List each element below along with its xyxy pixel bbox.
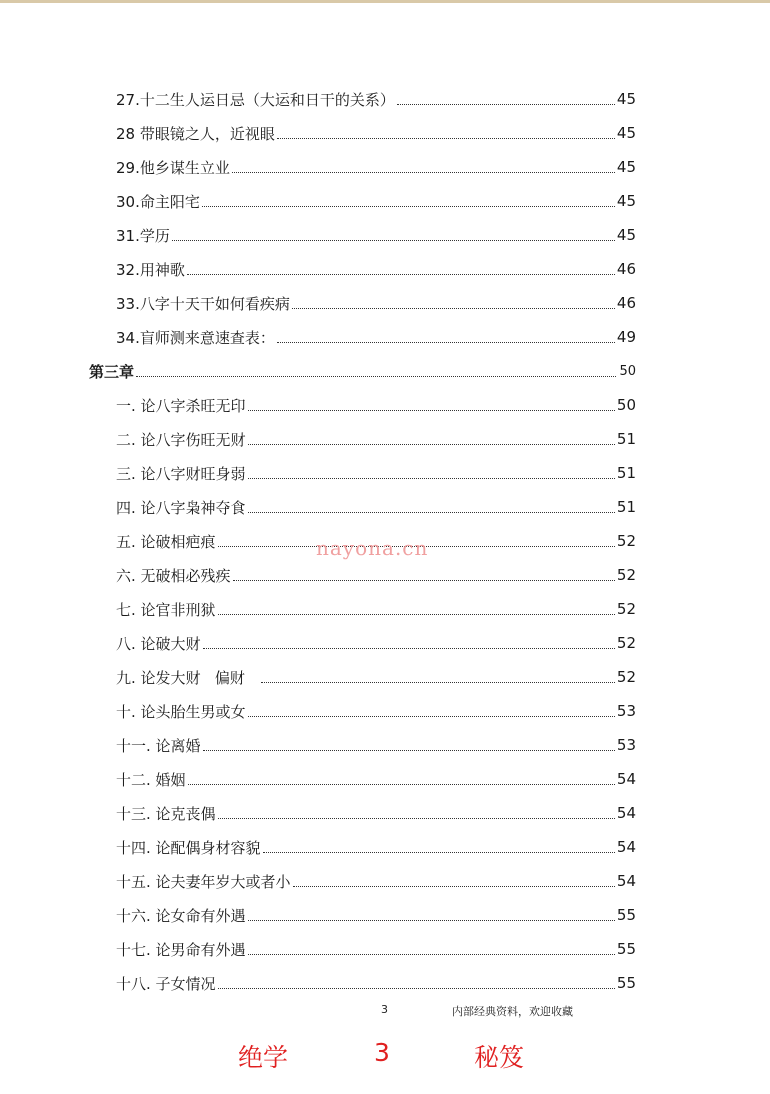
toc-item-row — [0, 796, 770, 830]
toc-entry-label: 十二. 婚姻 — [116, 770, 186, 789]
toc-entry-label: 十四. 论配偶身材容貌 — [116, 838, 261, 857]
toc-entry-label: 一. 论八字杀旺无印 — [116, 396, 246, 415]
toc-page-number: 55 — [616, 940, 636, 958]
toc-page-number: 45 — [616, 192, 636, 210]
toc-entry-label: 十. 论头胎生男或女 — [116, 702, 246, 721]
toc-entry-label: 28 带眼镜之人，近视眼 — [116, 124, 275, 143]
dot-leader — [248, 444, 615, 445]
dot-leader — [263, 852, 615, 853]
toc-page-number: 52 — [616, 566, 636, 584]
toc-page-number: 55 — [616, 906, 636, 924]
toc-page-number: 49 — [616, 328, 636, 346]
toc-entry-label: 34.盲师测来意速查表： — [116, 328, 275, 347]
toc-entry-label: 九. 论发大财 偏财 — [116, 668, 260, 687]
toc-page-number: 52 — [616, 600, 636, 618]
toc-entry-label: 30.命主阳宅 — [116, 192, 200, 211]
toc-page-number: 54 — [616, 872, 636, 890]
toc-entry-label: 31.学历 — [116, 226, 170, 245]
toc-entry-label: 七. 论官非刑狱 — [116, 600, 216, 619]
toc-entry-label: 二. 论八字伤旺无财 — [116, 430, 246, 449]
dot-leader — [218, 818, 615, 819]
toc-item-row — [0, 490, 770, 524]
toc-item-row — [0, 150, 770, 184]
dot-leader — [292, 308, 615, 309]
toc-page-number: 45 — [616, 226, 636, 244]
toc-entry-label: 五. 论破相疤痕 — [116, 532, 216, 551]
toc-chapter-row — [0, 354, 770, 388]
toc-page-number: 45 — [616, 90, 636, 108]
dot-leader — [293, 886, 615, 887]
toc-item-row — [0, 286, 770, 320]
dot-leader — [397, 104, 615, 105]
toc-entry-label: 四. 论八字枭神夺食 — [116, 498, 246, 517]
toc-page-number: 45 — [616, 158, 636, 176]
dot-leader — [203, 648, 615, 649]
toc-entry-label: 32.用神歌 — [116, 260, 185, 279]
toc-page-number: 54 — [616, 838, 636, 856]
toc-page-number: 51 — [616, 464, 636, 482]
dot-leader — [248, 920, 615, 921]
dot-leader — [248, 954, 615, 955]
toc-entry-label: 十三. 论克丧偶 — [116, 804, 216, 823]
toc-entry-label: 十六. 论女命有外遇 — [116, 906, 246, 925]
toc-item-row — [0, 864, 770, 898]
toc-page-number: 52 — [616, 532, 636, 550]
toc-page-number: 50 — [619, 363, 636, 379]
toc-page-number: 46 — [616, 260, 636, 278]
dot-leader — [232, 172, 615, 173]
toc-page-number: 53 — [616, 736, 636, 754]
toc-item-row — [0, 932, 770, 966]
toc-page-number: 45 — [616, 124, 636, 142]
toc-item-row — [0, 116, 770, 150]
toc-item-row — [0, 898, 770, 932]
toc-entry-label: 十五. 论夫妻年岁大或者小 — [116, 872, 291, 891]
stamp-right-text: 秘笈 — [474, 1043, 525, 1072]
toc-page-number: 53 — [616, 702, 636, 720]
toc-item-row — [0, 252, 770, 286]
dot-leader — [136, 376, 616, 377]
toc-page-number: 52 — [616, 634, 636, 652]
dot-leader — [218, 988, 615, 989]
toc-item-row — [0, 966, 770, 1000]
dot-leader — [277, 138, 615, 139]
toc-item-row — [0, 660, 770, 694]
toc-item-row — [0, 82, 770, 116]
toc-item-row — [0, 626, 770, 660]
toc-page-number: 51 — [616, 430, 636, 448]
stamp-left-text: 绝学 — [238, 1043, 289, 1072]
toc-entry-label: 第三章 — [89, 362, 135, 381]
toc-entry-label: 八. 论破大财 — [116, 634, 201, 653]
footer-note: 内部经典资料，欢迎收藏 — [452, 1005, 573, 1018]
toc-entry-label: 29.他乡谋生立业 — [116, 158, 230, 177]
toc-entry-label: 十八. 子女情况 — [116, 974, 216, 993]
toc-item-row — [0, 728, 770, 762]
dot-leader — [172, 240, 615, 241]
toc-item-row — [0, 592, 770, 626]
dot-leader — [203, 750, 615, 751]
toc-page-number: 46 — [616, 294, 636, 312]
toc-item-row — [0, 388, 770, 422]
watermark: nayona.cn — [316, 536, 429, 560]
toc-item-row — [0, 456, 770, 490]
stamp-page-number: 3 — [374, 1038, 390, 1067]
toc-entry-label: 十七. 论男命有外遇 — [116, 940, 246, 959]
toc-entry-label: 六. 无破相必残疾 — [116, 566, 231, 585]
toc-item-row — [0, 694, 770, 728]
toc-item-row — [0, 830, 770, 864]
toc-entry-label: 十一. 论离婚 — [116, 736, 201, 755]
dot-leader — [218, 614, 615, 615]
dot-leader — [248, 512, 615, 513]
dot-leader — [187, 274, 615, 275]
toc-page-number: 51 — [616, 498, 636, 516]
top-border — [0, 0, 770, 3]
footer-page-number: 3 — [381, 1003, 388, 1016]
toc-page-number: 52 — [616, 668, 636, 686]
toc-item-row — [0, 762, 770, 796]
toc-page-number: 55 — [616, 974, 636, 992]
dot-leader — [233, 580, 615, 581]
toc-page-number: 54 — [616, 804, 636, 822]
toc-page-number: 50 — [616, 396, 636, 414]
dot-leader — [202, 206, 615, 207]
dot-leader — [248, 716, 615, 717]
dot-leader — [248, 478, 615, 479]
toc-entry-label: 27.十二生人运日忌（大运和日干的关系） — [116, 90, 395, 109]
toc-item-row — [0, 184, 770, 218]
toc-item-row — [0, 558, 770, 592]
toc-entry-label: 三. 论八字财旺身弱 — [116, 464, 246, 483]
dot-leader — [277, 342, 615, 343]
toc-entry-label: 33.八字十天干如何看疾病 — [116, 294, 290, 313]
dot-leader — [248, 410, 615, 411]
toc-page-number: 54 — [616, 770, 636, 788]
toc-item-row — [0, 218, 770, 252]
toc-item-row — [0, 422, 770, 456]
toc-item-row — [0, 320, 770, 354]
dot-leader — [261, 682, 615, 683]
dot-leader — [188, 784, 615, 785]
